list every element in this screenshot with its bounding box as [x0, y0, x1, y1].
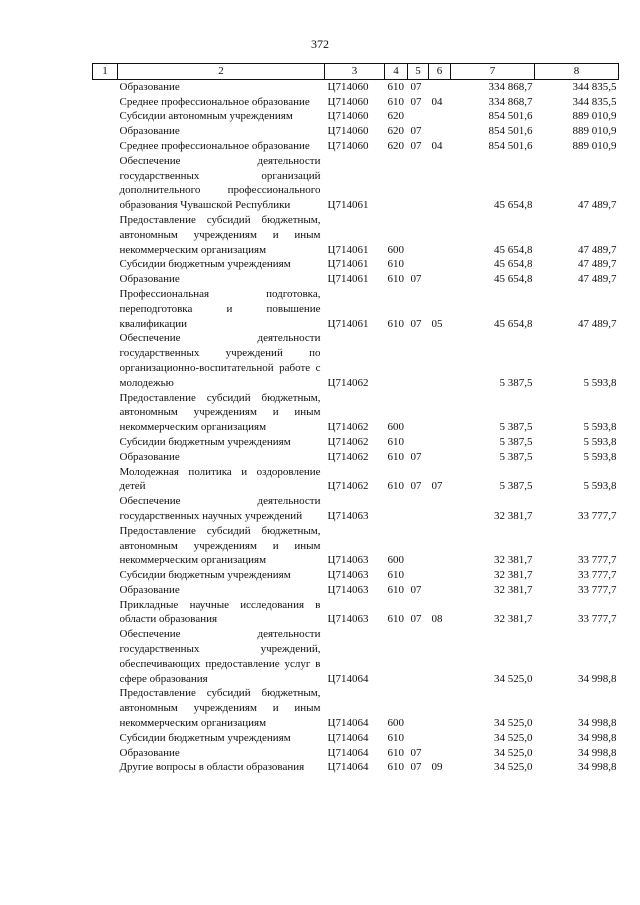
row-expense-type: 600	[387, 421, 404, 434]
row-amount-col7: 45 654,8	[494, 243, 533, 256]
row-section: 07	[410, 746, 422, 759]
row-target-code: Ц714062	[327, 435, 369, 448]
row-name: Среднее профессиональное образование	[119, 139, 310, 152]
row-subsection	[429, 154, 451, 213]
row-amount-col8: 344 835,5	[572, 80, 617, 93]
row-subsection: 08	[431, 613, 443, 626]
row-target-code: Ц714064	[327, 672, 369, 685]
row-amount-col8: 5 593,8	[583, 421, 617, 434]
row-target-code: Ц714060	[327, 125, 369, 138]
row-col1-empty	[93, 524, 118, 568]
row-expense-type: 610	[387, 746, 404, 759]
row-name: Предоставление субсидий бюджетным, автономным учреждениям и иным некоммерческим организациям	[119, 213, 321, 256]
row-target-code: Ц714064	[327, 746, 369, 759]
row-subsection: 07	[431, 480, 443, 493]
row-col1-empty	[93, 494, 118, 524]
row-section: 07	[410, 95, 422, 108]
row-name: Молодежная политика и оздоровление детей	[119, 465, 321, 493]
row-section	[408, 731, 429, 746]
row-expense-type: 620	[387, 110, 404, 123]
row-subsection	[429, 524, 451, 568]
table-row	[93, 686, 619, 730]
row-expense-type: 610	[387, 731, 404, 744]
header-row	[93, 64, 619, 80]
row-section	[408, 331, 429, 390]
row-subsection	[429, 583, 451, 598]
header-col-6: 6	[429, 64, 451, 80]
row-subsection: 04	[431, 95, 443, 108]
row-target-code: Ц714061	[327, 243, 369, 256]
row-subsection	[429, 109, 451, 124]
row-col1-empty	[93, 124, 118, 139]
row-target-code: Ц714064	[327, 761, 369, 774]
row-amount-col8: 33 777,7	[578, 509, 617, 522]
row-target-code: Ц714061	[327, 317, 369, 330]
table-row	[93, 627, 619, 686]
row-col1-empty	[93, 272, 118, 287]
row-name: Прикладные научные исследования в области образования	[119, 598, 321, 626]
row-section	[408, 494, 429, 524]
row-col1-empty	[93, 465, 118, 495]
row-amount-col8: 47 489,7	[578, 317, 617, 330]
row-col1-empty	[93, 154, 118, 213]
row-name: Обеспечение деятельности государственных научных учреждений	[119, 495, 321, 522]
row-amount-col8: 5 593,8	[583, 376, 617, 389]
row-name: Предоставление субсидий бюджетным, автономным учреждениям и иным некоммерческим организациям	[119, 391, 321, 434]
row-target-code: Ц714063	[327, 509, 369, 522]
row-name: Образование	[119, 746, 180, 759]
row-col1-empty	[93, 257, 118, 272]
row-name: Образование	[119, 80, 180, 93]
row-target-code: Ц714061	[327, 258, 369, 271]
row-section	[408, 391, 429, 435]
table-header	[93, 64, 619, 80]
row-amount-col7: 334 868,7	[488, 95, 533, 108]
row-col1-empty	[93, 450, 118, 465]
table-row	[93, 746, 619, 761]
row-expense-type: 610	[387, 450, 404, 463]
row-amount-col8: 47 489,7	[578, 258, 617, 271]
table-row	[93, 95, 619, 110]
row-section: 07	[410, 125, 422, 138]
row-expense-type	[385, 154, 408, 213]
row-amount-col8: 34 998,8	[578, 731, 617, 744]
row-target-code: Ц714062	[327, 450, 369, 463]
row-section: 07	[410, 583, 422, 596]
row-col1-empty	[93, 746, 118, 761]
table-row	[93, 583, 619, 598]
table-row	[93, 524, 619, 568]
row-amount-col7: 5 387,5	[499, 435, 533, 448]
row-target-code: Ц714062	[327, 421, 369, 434]
row-subsection	[429, 746, 451, 761]
row-name: Образование	[119, 273, 180, 286]
table-row	[93, 287, 619, 331]
header-col-8: 8	[535, 64, 619, 80]
row-col1-empty	[93, 627, 118, 686]
row-section	[408, 109, 429, 124]
row-amount-col7: 32 381,7	[494, 554, 533, 567]
table-row	[93, 391, 619, 435]
row-amount-col7: 32 381,7	[494, 583, 533, 596]
row-amount-col8: 889 010,9	[572, 139, 617, 152]
header-col-1: 1	[93, 64, 118, 80]
row-name: Предоставление субсидий бюджетным, автономным учреждениям и иным некоммерческим организациям	[119, 524, 321, 567]
row-amount-col7: 45 654,8	[494, 199, 533, 212]
row-subsection: 04	[431, 139, 443, 152]
row-section: 07	[410, 317, 422, 330]
row-section: 07	[410, 80, 422, 93]
row-expense-type: 610	[387, 613, 404, 626]
row-amount-col7: 5 387,5	[499, 480, 533, 493]
row-subsection	[429, 79, 451, 94]
row-expense-type: 600	[387, 717, 404, 730]
table-row	[93, 79, 619, 94]
row-amount-col8: 34 998,8	[578, 746, 617, 759]
row-name: Другие вопросы в области образования	[119, 761, 305, 774]
row-section: 07	[410, 761, 422, 774]
table-row	[93, 731, 619, 746]
row-amount-col8: 33 777,7	[578, 569, 617, 582]
table-row	[93, 598, 619, 628]
row-amount-col7: 34 525,0	[494, 717, 533, 730]
row-target-code: Ц714061	[327, 199, 369, 212]
row-name: Профессиональная подготовка, переподготовка и повышение квалификации	[119, 287, 321, 330]
row-expense-type: 610	[387, 273, 404, 286]
row-section: 07	[410, 613, 422, 626]
row-col1-empty	[93, 331, 118, 390]
row-subsection	[429, 627, 451, 686]
budget-table-container	[92, 63, 618, 775]
header-col-3: 3	[325, 64, 385, 80]
row-name: Обеспечение деятельности государственных учреждений по организационно-воспитательной работе с молодежью	[119, 332, 321, 389]
row-amount-col7: 32 381,7	[494, 509, 533, 522]
row-subsection	[429, 568, 451, 583]
row-expense-type: 610	[387, 435, 404, 448]
row-amount-col7: 45 654,8	[494, 258, 533, 271]
row-col1-empty	[93, 139, 118, 154]
row-col1-empty	[93, 731, 118, 746]
row-name: Среднее профессиональное образование	[119, 95, 310, 108]
row-col1-empty	[93, 79, 118, 94]
row-section: 07	[410, 450, 422, 463]
header-col-4: 4	[385, 64, 408, 80]
row-target-code: Ц714060	[327, 80, 369, 93]
row-amount-col7: 5 387,5	[499, 376, 533, 389]
row-subsection	[429, 731, 451, 746]
row-amount-col7: 34 525,0	[494, 672, 533, 685]
row-col1-empty	[93, 213, 118, 257]
header-col-2: 2	[118, 64, 325, 80]
row-col1-empty	[93, 760, 118, 775]
row-amount-col7: 45 654,8	[494, 317, 533, 330]
row-amount-col8: 889 010,9	[572, 110, 617, 123]
row-target-code: Ц714062	[327, 376, 369, 389]
row-amount-col8: 34 998,8	[578, 672, 617, 685]
row-expense-type: 620	[387, 125, 404, 138]
row-section: 07	[410, 139, 422, 152]
table-row	[93, 494, 619, 524]
row-expense-type: 610	[387, 258, 404, 271]
row-col1-empty	[93, 686, 118, 730]
row-col1-empty	[93, 287, 118, 331]
row-target-code: Ц714064	[327, 717, 369, 730]
row-col1-empty	[93, 583, 118, 598]
row-col1-empty	[93, 568, 118, 583]
row-target-code: Ц714061	[327, 273, 369, 286]
row-expense-type: 610	[387, 80, 404, 93]
row-amount-col8: 5 593,8	[583, 480, 617, 493]
row-subsection	[429, 450, 451, 465]
row-amount-col7: 334 868,7	[488, 80, 533, 93]
row-amount-col8: 889 010,9	[572, 125, 617, 138]
row-section	[408, 435, 429, 450]
row-section	[408, 524, 429, 568]
row-section	[408, 257, 429, 272]
table-row	[93, 450, 619, 465]
table-row	[93, 435, 619, 450]
row-name: Образование	[119, 125, 180, 138]
row-expense-type	[385, 494, 408, 524]
row-amount-col8: 5 593,8	[583, 435, 617, 448]
row-amount-col8: 33 777,7	[578, 613, 617, 626]
row-amount-col7: 45 654,8	[494, 273, 533, 286]
row-subsection: 05	[431, 317, 443, 330]
header-col-7: 7	[451, 64, 535, 80]
row-name: Образование	[119, 583, 180, 596]
row-target-code: Ц714060	[327, 139, 369, 152]
row-col1-empty	[93, 95, 118, 110]
row-expense-type: 600	[387, 243, 404, 256]
row-amount-col8: 5 593,8	[583, 450, 617, 463]
row-target-code: Ц714063	[327, 613, 369, 626]
row-expense-type	[385, 331, 408, 390]
row-amount-col7: 854 501,6	[488, 125, 533, 138]
row-amount-col7: 32 381,7	[494, 569, 533, 582]
table-row	[93, 760, 619, 775]
row-amount-col8: 34 998,8	[578, 717, 617, 730]
row-section	[408, 686, 429, 730]
row-amount-col8: 34 998,8	[578, 761, 617, 774]
row-subsection	[429, 272, 451, 287]
row-col1-empty	[93, 598, 118, 628]
row-section	[408, 627, 429, 686]
budget-table	[92, 63, 619, 775]
row-target-code: Ц714060	[327, 95, 369, 108]
row-amount-col8: 344 835,5	[572, 95, 617, 108]
row-name: Субсидии бюджетным учреждениям	[119, 731, 291, 744]
table-row	[93, 124, 619, 139]
table-row	[93, 257, 619, 272]
row-amount-col7: 854 501,6	[488, 110, 533, 123]
row-subsection	[429, 686, 451, 730]
table-row	[93, 331, 619, 390]
row-col1-empty	[93, 109, 118, 124]
row-target-code: Ц714062	[327, 480, 369, 493]
row-name: Предоставление субсидий бюджетным, автономным учреждениям и иным некоммерческим организациям	[119, 687, 321, 730]
row-expense-type: 610	[387, 583, 404, 596]
row-section	[408, 154, 429, 213]
row-target-code: Ц714064	[327, 731, 369, 744]
row-name: Обеспечение деятельности государственных организаций дополнительного профессионального образования Чувашской Республики	[119, 154, 321, 212]
row-target-code: Ц714060	[327, 110, 369, 123]
row-subsection	[429, 391, 451, 435]
row-amount-col8: 33 777,7	[578, 583, 617, 596]
row-amount-col7: 32 381,7	[494, 613, 533, 626]
table-row	[93, 272, 619, 287]
row-expense-type: 610	[387, 95, 404, 108]
row-expense-type: 610	[387, 317, 404, 330]
page-number: 372	[311, 37, 329, 51]
row-col1-empty	[93, 435, 118, 450]
row-expense-type: 610	[387, 569, 404, 582]
row-amount-col7: 34 525,0	[494, 761, 533, 774]
table-row	[93, 213, 619, 257]
row-name: Субсидии бюджетным учреждениям	[119, 569, 291, 582]
table-row	[93, 465, 619, 495]
table-row	[93, 109, 619, 124]
table-row	[93, 568, 619, 583]
row-subsection	[429, 331, 451, 390]
row-subsection	[429, 213, 451, 257]
row-amount-col8: 47 489,7	[578, 199, 617, 212]
table-row	[93, 154, 619, 213]
row-expense-type: 600	[387, 554, 404, 567]
row-amount-col8: 47 489,7	[578, 273, 617, 286]
row-subsection	[429, 124, 451, 139]
header-col-5: 5	[408, 64, 429, 80]
row-expense-type: 610	[387, 761, 404, 774]
row-amount-col7: 5 387,5	[499, 450, 533, 463]
row-amount-col7: 34 525,0	[494, 731, 533, 744]
row-col1-empty	[93, 391, 118, 435]
row-section: 07	[410, 273, 422, 286]
row-amount-col7: 5 387,5	[499, 421, 533, 434]
row-amount-col7: 854 501,6	[488, 139, 533, 152]
row-section	[408, 568, 429, 583]
row-name: Образование	[119, 450, 180, 463]
row-amount-col7: 34 525,0	[494, 746, 533, 759]
row-subsection	[429, 435, 451, 450]
row-amount-col8: 47 489,7	[578, 243, 617, 256]
table-body	[93, 79, 619, 775]
table-row	[93, 139, 619, 154]
row-subsection	[429, 257, 451, 272]
row-name: Субсидии бюджетным учреждениям	[119, 435, 291, 448]
row-subsection	[429, 494, 451, 524]
row-amount-col8: 33 777,7	[578, 554, 617, 567]
row-expense-type: 610	[387, 480, 404, 493]
row-expense-type: 620	[387, 139, 404, 152]
row-target-code: Ц714063	[327, 554, 369, 567]
row-target-code: Ц714063	[327, 583, 369, 596]
row-section	[408, 213, 429, 257]
row-target-code: Ц714063	[327, 569, 369, 582]
row-name: Обеспечение деятельности государственных учреждений, обеспечивающих предоставление услуг в сфере образования	[119, 628, 321, 685]
row-name: Субсидии бюджетным учреждениям	[119, 258, 291, 271]
row-name: Субсидии автономным учреждениям	[119, 110, 293, 123]
row-section: 07	[410, 480, 422, 493]
row-expense-type	[385, 627, 408, 686]
row-subsection: 09	[431, 761, 443, 774]
